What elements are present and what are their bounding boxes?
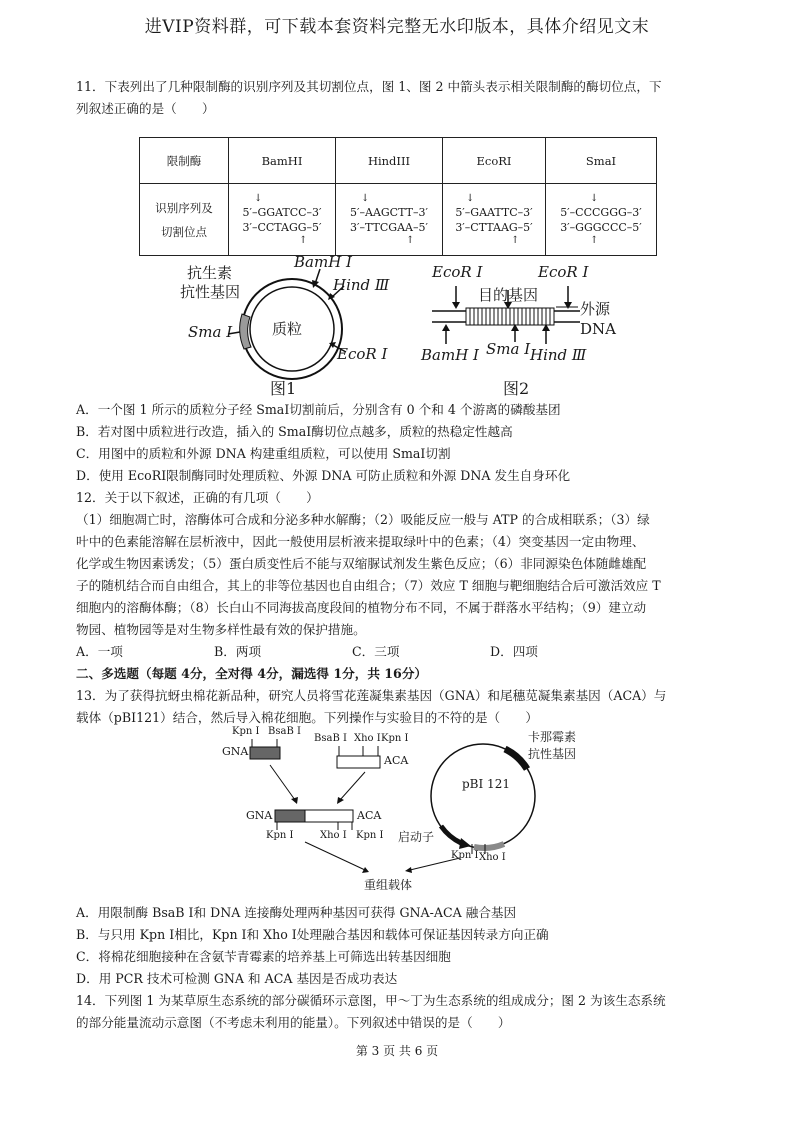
enzyme-name: EcoRI bbox=[443, 138, 546, 184]
cut-arrow-icon: ↑ bbox=[590, 234, 599, 246]
q14-stem-line2: 的部分能量流动示意图（不考虑未利用的能量）。下列叙述中错误的是（ ） bbox=[76, 1015, 511, 1030]
label-gna: GNA bbox=[246, 809, 273, 822]
q11-option-c: C．用图中的质粒和外源 DNA 构建重组质粒，可以使用 SmaI切割 bbox=[76, 446, 451, 461]
fig1-bamhi: BamH Ⅰ bbox=[294, 253, 352, 271]
cut-arrow-icon: ↓ bbox=[254, 192, 263, 204]
fig1-ecori: EcoR Ⅰ bbox=[337, 345, 388, 363]
fig2-smai: Sma Ⅰ bbox=[486, 340, 531, 358]
label-bsab1: BsaB Ⅰ bbox=[314, 733, 347, 744]
fig1-caption: 图1 bbox=[270, 379, 297, 398]
seq-top: 5′–AAGCTT–3′ bbox=[350, 205, 428, 219]
fig2-bamhi: BamH Ⅰ bbox=[421, 346, 479, 364]
fig2-caption: 图2 bbox=[503, 379, 530, 398]
label-kpn1: Kpn Ⅰ bbox=[232, 726, 260, 737]
enzyme-site-cell bbox=[443, 184, 546, 256]
cut-arrow-icon: ↓ bbox=[361, 192, 370, 204]
q12-line: 物园、植物园等是对生物多样性最有效的保护措施。 bbox=[76, 622, 366, 637]
q13-stem-line2: 载体（pBI121）结合，然后导入棉花细胞。下列操作与实验目的不符的是（ ） bbox=[76, 710, 538, 725]
label-kan-1: 卡那霉素 bbox=[528, 730, 577, 744]
label-kan-2: 抗性基因 bbox=[528, 747, 577, 761]
table-header-site-line1: 识别序列及 bbox=[155, 200, 213, 215]
label-aca: ACA bbox=[384, 754, 409, 767]
q12-choice-a: A．一项 bbox=[76, 644, 123, 659]
label-kpn1: Kpn Ⅰ bbox=[451, 850, 479, 861]
q12-choice-b: B．两项 bbox=[214, 644, 262, 659]
label-aca: ACA bbox=[357, 809, 382, 822]
enzyme-site-cell bbox=[229, 184, 336, 256]
seq-top: 5′–GGATCC–3′ bbox=[242, 205, 322, 219]
label-kpn1: Kpn Ⅰ bbox=[356, 830, 384, 841]
seq-bottom: 3′–CCTAGG–5′ bbox=[242, 220, 322, 234]
fig2-ecori-right: EcoR Ⅰ bbox=[538, 263, 589, 281]
q13-stem-line1: 13．为了获得抗蚜虫棉花新品种，研究人员将雪花莲凝集素基因（GNA）和尾穗苋凝集素基因（ACA）与 bbox=[76, 688, 667, 703]
table-header-site bbox=[140, 184, 229, 256]
label-xho1: Xho Ⅰ bbox=[354, 733, 381, 744]
q11-option-b: B．若对图中质粒进行改造，插入的 SmaI酶切位点越多，质粒的热稳定性越高 bbox=[76, 424, 513, 439]
cut-arrow-icon: ↓ bbox=[466, 192, 475, 204]
label-promoter: 启动子 bbox=[398, 830, 435, 844]
top-banner: 进VIP资料群，可下载本套资料完整无水印版本，具体介绍见文末 bbox=[144, 17, 650, 37]
table-header-site-line2: 切割位点 bbox=[161, 224, 207, 239]
label-recombinant: 重组载体 bbox=[364, 878, 413, 892]
cut-arrow-icon: ↓ bbox=[590, 192, 599, 204]
q12-choice-c: C．三项 bbox=[352, 644, 400, 659]
label-kpn1: Kpn Ⅰ bbox=[266, 830, 294, 841]
fig2-ecori-left: EcoR Ⅰ bbox=[432, 263, 483, 281]
section-heading: 二、多选题（每题 4分，全对得 4分，漏选得 1分，共 16分） bbox=[76, 666, 428, 681]
q14-stem-line1: 14．下列图 1 为某草原生态系统的部分碳循环示意图，甲～丁为生态系统的组成成分；图 2 为该生态系统 bbox=[76, 993, 666, 1008]
q12-stem: 12．关于以下叙述，正确的有几项（ ） bbox=[76, 490, 319, 505]
q12-line: 叶中的色素能溶解在层析液中，因此一般使用层析液来提取绿叶中的色素；（4）突变基因一定由物理、 bbox=[76, 534, 645, 549]
q11-stem-line1: 11．下表列出了几种限制酶的识别序列及其切割位点，图 1、图 2 中箭头表示相关限制酶的酶切位点，下 bbox=[76, 79, 662, 94]
enzyme-name: HindIII bbox=[336, 138, 443, 184]
q11-stem-line2: 列叙述正确的是（ ） bbox=[76, 101, 215, 116]
q11-option-d: D．使用 EcoRI限制酶同时处理质粒、外源 DNA 可防止质粒和外源 DNA 发生自身环化 bbox=[76, 468, 571, 483]
seq-bottom: 3′–TTCGAA–5′ bbox=[350, 220, 428, 234]
label-kpn1: Kpn Ⅰ bbox=[381, 733, 409, 744]
seq-bottom: 3′–GGGCCC–5′ bbox=[560, 220, 642, 234]
seq-top: 5′–CCCGGG–3′ bbox=[560, 205, 642, 219]
fig2-target-gene: 目的基因 bbox=[478, 286, 539, 304]
q13-option-a: A．用限制酶 BsaB Ⅰ和 DNA 连接酶处理两种基因可获得 GNA-ACA 融合基因 bbox=[76, 905, 517, 920]
label-bsab1: BsaB Ⅰ bbox=[268, 726, 301, 737]
fig2-dna: DNA bbox=[580, 320, 616, 338]
enzyme-name: SmaI bbox=[546, 138, 657, 184]
enzyme-table bbox=[139, 137, 657, 256]
label-xho1: Xho Ⅰ bbox=[479, 852, 506, 863]
q12-line: 化学或生物因素诱发；（5）蛋白质变性后不能与双缩脲试剂发生紫色反应；（6）非同源染色体随雌雄配 bbox=[76, 556, 647, 571]
q12-line: 细胞内的溶酶体酶；（8）长白山不同海拔高度段间的植物分布不同，不属于群落水平结构；（9）建立动 bbox=[76, 600, 647, 615]
q12-line: 子的随机结合而自由组合，其上的非等位基因也自由组合；（7）效应 T 细胞与靶细胞结合后可激活效应 T bbox=[76, 578, 661, 593]
page-footer: 第 3 页 共 6 页 bbox=[355, 1044, 439, 1058]
label-gna: GNA bbox=[222, 745, 249, 758]
enzyme-site-cell bbox=[336, 184, 443, 256]
seq-top: 5′–GAATTC–3′ bbox=[455, 205, 533, 219]
label-pbi121: pBI 121 bbox=[462, 777, 510, 791]
fig1-hindiii: Hind Ⅲ bbox=[333, 276, 390, 294]
fig1-resistance-label-2: 抗性基因 bbox=[180, 283, 241, 301]
q11-option-a: A．一个图 1 所示的质粒分子经 SmaI切割前后，分别含有 0 个和 4 个游离的磷酸基团 bbox=[76, 402, 561, 417]
q12-choice-d: D．四项 bbox=[490, 644, 538, 659]
q13-option-c: C．将棉花细胞接种在含氨苄青霉素的培养基上可筛选出转基因细胞 bbox=[76, 949, 451, 964]
label-xho1: Xho Ⅰ bbox=[320, 830, 347, 841]
q12-line: （1）细胞凋亡时，溶酶体可合成和分泌多种水解酶；（2）吸能反应一般与 ATP 的合成相联系；（3）绿 bbox=[76, 512, 650, 527]
cut-arrow-icon: ↑ bbox=[511, 234, 520, 246]
cut-arrow-icon: ↑ bbox=[406, 234, 415, 246]
enzyme-site-cell bbox=[546, 184, 657, 256]
fig1-resistance-label-1: 抗生素 bbox=[187, 264, 233, 282]
fig2-hindiii: Hind Ⅲ bbox=[530, 346, 587, 364]
table-header-enzyme: 限制酶 bbox=[140, 138, 229, 184]
enzyme-name: BamHI bbox=[229, 138, 336, 184]
fig1-smai: Sma Ⅰ bbox=[188, 323, 233, 341]
cut-arrow-icon: ↑ bbox=[299, 234, 308, 246]
q13-option-d: D．用 PCR 技术可检测 GNA 和 ACA 基因是否成功表达 bbox=[76, 971, 398, 986]
fig2-foreign: 外源 bbox=[580, 300, 611, 318]
seq-bottom: 3′–CTTAAG–5′ bbox=[455, 220, 533, 234]
q13-option-b: B．与只用 Kpn Ⅰ相比，Kpn Ⅰ和 Xho Ⅰ处理融合基因和载体可保证基因转录方向正确 bbox=[76, 927, 549, 942]
fig1-plasmid: 质粒 bbox=[272, 320, 303, 338]
